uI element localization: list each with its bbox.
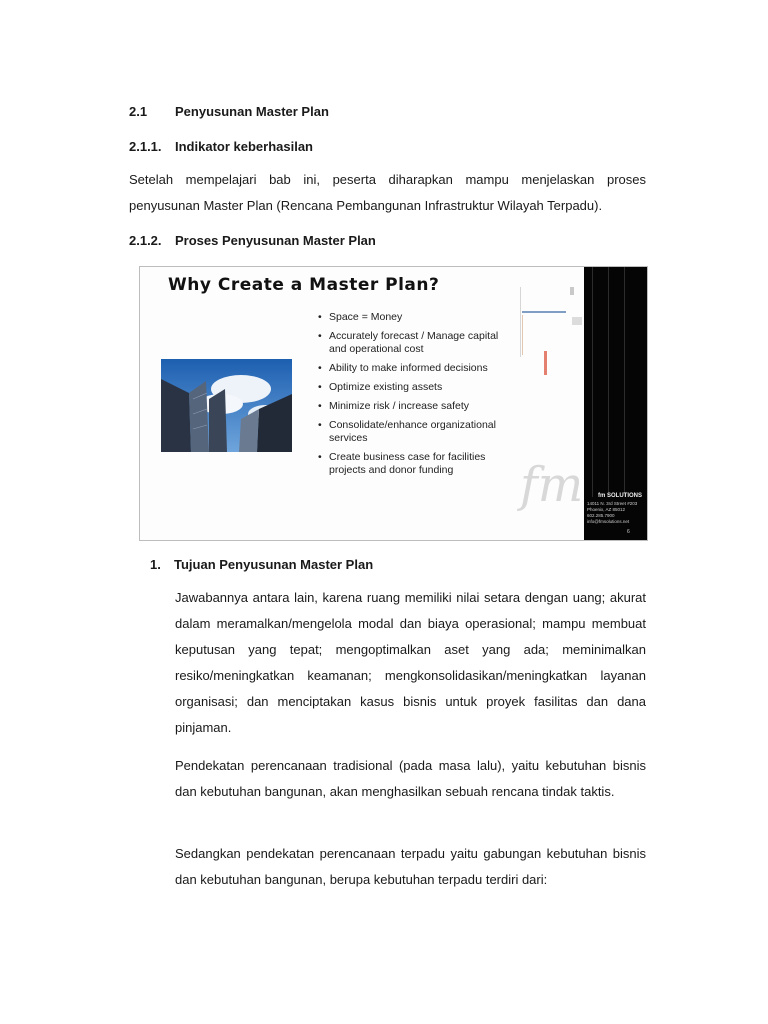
slide-deco-line [520,287,521,357]
panel-deco-line [624,267,625,497]
intro-paragraph: Setelah mempelajari bab ini, peserta diharapkan mampu menjelaskan proses penyusunan Master Plan (Rencana Pembangunan Infrastruktur Wilayah Terpadu). [129,172,646,213]
skyscraper-image-icon [161,359,292,452]
list-number: 1. [150,557,161,572]
slide-bullet: • Ability to make informed decisions [316,362,516,375]
slide-image [139,266,648,541]
fm-watermark: fm [520,457,584,513]
subsection-title-2: Proses Penyusunan Master Plan [175,233,376,248]
slide-deco-line [544,351,547,375]
slide-deco-line [572,317,582,325]
body-paragraph-1: Jawabannya antara lain, karena ruang memiliki nilai setara dengan uang; akurat dalam meramalkan/mengelola modal dan biaya operasional; mampu membuat keputusan yang tepat; mengoptimalkan aset yang ada; meminimalkan resiko/meningkatkan keamanan; mengkonsolidasikan/meningkatkan layanan organisasi; dan menciptakan kasus bisnis untuk proyek fasilitas dan dana pinjaman. [175,590,646,735]
address-line: Phoenix, AZ 85012 [587,507,626,512]
list-item-heading [150,557,373,572]
list-title: Tujuan Penyusunan Master Plan [174,557,374,572]
subsection-heading-1 [129,139,313,154]
slide-bullet-list [316,311,516,483]
section-heading [129,104,329,119]
company-logo-text: fm SOLUTIONS [598,493,643,499]
address-line: 602.285.7900 [587,513,615,518]
slide-title: Why Create a Master Plan? [168,275,440,295]
subsection-title-1: Indikator keberhasilan [175,139,313,154]
slide-dark-panel [584,267,647,540]
slide-bullet: • Create business case for facilities projects and donor funding [316,451,516,477]
body-paragraph-3: Sedangkan pendekatan perencanaan terpadu yaitu gabungan kebutuhan bisnis dan kebutuhan bangunan, berupa kebutuhan terpadu terdiri dari: [175,846,646,887]
slide-page-number: 6 [627,529,630,535]
slide-bullet: • Consolidate/enhance organizational services [316,419,516,445]
slide-bullet: • Minimize risk / increase safety [316,400,516,413]
slide-bullet: • Optimize existing assets [316,381,516,394]
address-line: info@fmsolutions.net [587,519,630,524]
slide-deco-line [522,315,523,355]
address-line: 14011 N. 3rd Street #203 [587,501,638,506]
subsection-heading-2 [129,233,376,248]
subsection-number-2: 2.1.2. [129,233,162,248]
panel-deco-line [592,267,593,497]
subsection-number-1: 2.1.1. [129,139,162,154]
panel-deco-line [608,267,609,497]
slide-deco-line [522,311,566,313]
slide-bullet: • Space = Money [316,311,516,324]
section-title: Penyusunan Master Plan [175,104,329,119]
slide-bullet: • Accurately forecast / Manage capital and operational cost [316,330,516,356]
building-photo [161,359,292,452]
body-paragraph-2: Pendekatan perencanaan tradisional (pada masa lalu), yaitu kebutuhan bisnis dan kebutuhan bangunan, akan menghasilkan sebuah rencana tindak taktis. [175,758,646,799]
slide-deco-line [570,287,574,295]
section-number: 2.1 [129,104,148,119]
